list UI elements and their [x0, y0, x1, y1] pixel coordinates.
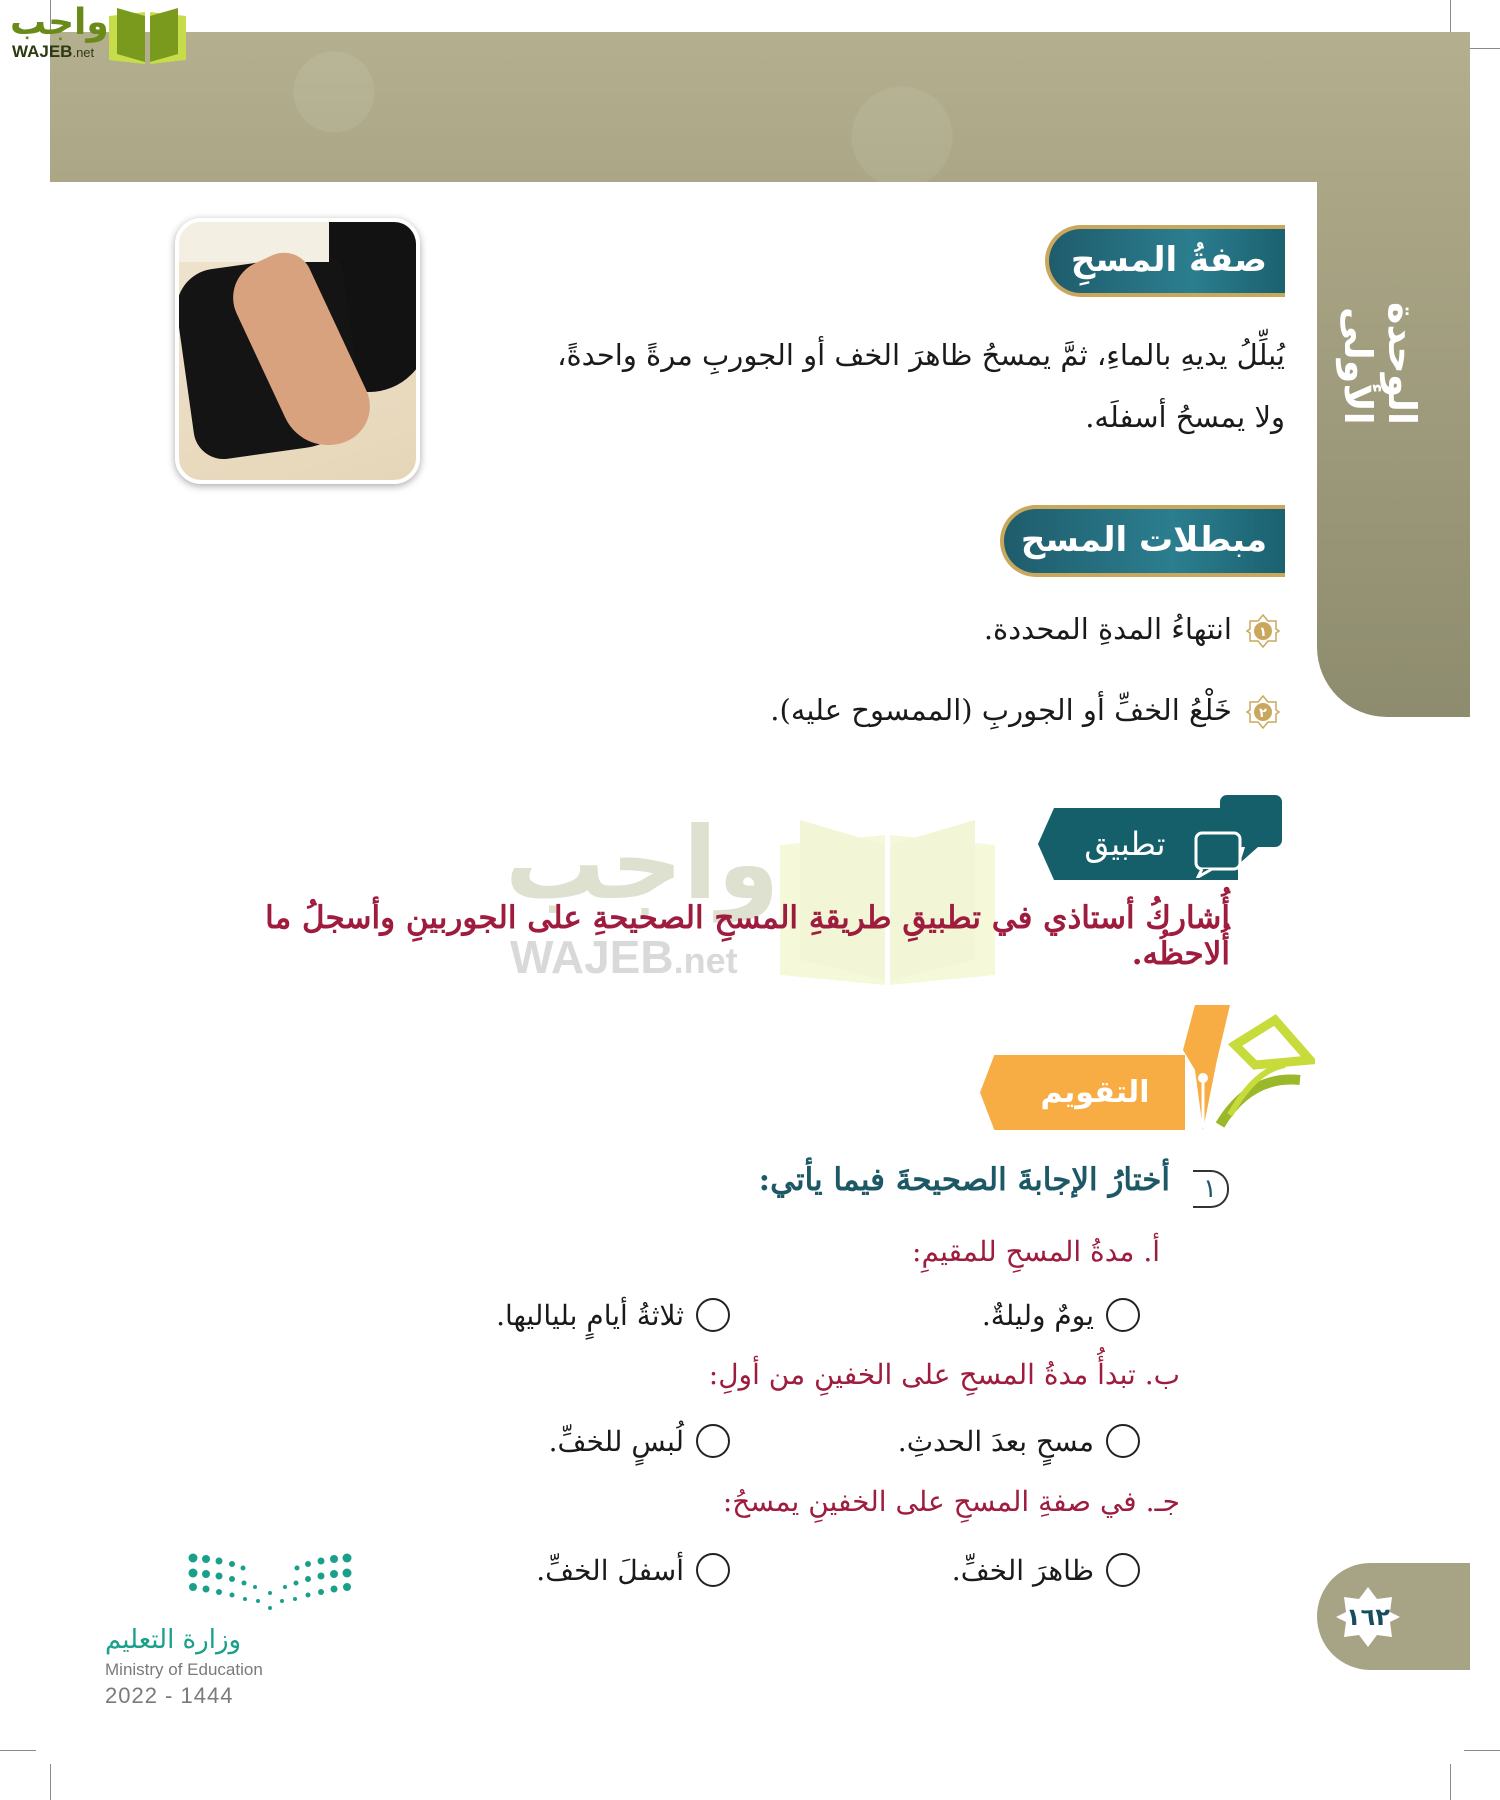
option-b2[interactable]	[500, 1424, 730, 1458]
list-item	[700, 612, 1280, 652]
option-a1[interactable]	[870, 1298, 1140, 1332]
photo-wiping-sock	[175, 218, 420, 484]
option-c1[interactable]	[900, 1553, 1140, 1587]
option-label: لُبسٍ للخفِّ.	[548, 1424, 684, 1458]
logo-suffix: .net	[72, 45, 95, 60]
question-title: أختارُ الإجابةَ الصحيحةَ فيما يأتي:	[758, 1162, 1170, 1198]
watermark-suffix: .net	[673, 940, 738, 981]
option-b1[interactable]	[840, 1424, 1140, 1458]
star-bullet-icon	[1246, 614, 1280, 648]
radio-button[interactable]	[696, 1553, 730, 1587]
option-label: يومٌ وليلةٌ.	[981, 1298, 1094, 1332]
application-label: تطبيق	[1084, 825, 1166, 863]
list-item-text: خَلْعُ الخفِّ أو الجوربِ (الممسوح عليه).	[770, 693, 1232, 727]
photo-sleeve	[179, 222, 329, 262]
star-bullet-icon	[1246, 695, 1280, 729]
option-label: أسفلَ الخفِّ.	[536, 1553, 684, 1587]
wajeb-logo	[0, 0, 190, 70]
crop-mark	[50, 1764, 51, 1800]
radio-button[interactable]	[1106, 1298, 1140, 1332]
radio-button[interactable]	[1106, 1553, 1140, 1587]
page-number: ١٦٢	[1346, 1603, 1390, 1631]
heading-text: صفةُ المسحِ	[1070, 240, 1267, 280]
sub-question-a: أ. مدةُ المسحِ للمقيمِ:	[912, 1235, 1160, 1268]
heading-invalidators	[1000, 505, 1285, 577]
radio-button[interactable]	[696, 1298, 730, 1332]
radio-button[interactable]	[1106, 1424, 1140, 1458]
speech-bubbles-icon	[1190, 793, 1285, 878]
heading-masah-method	[1045, 225, 1285, 297]
svg-text:١: ١	[1259, 625, 1267, 640]
option-label: ثلاثةُ أيامٍ بلياليها.	[496, 1298, 684, 1332]
method-line-2: ولا يمسحُ أسفلَه.	[1085, 400, 1285, 434]
sub-question-c: جـ. في صفةِ المسحِ على الخفينِ يمسحُ:	[722, 1485, 1180, 1518]
pen-icon	[1155, 1000, 1315, 1135]
svg-text:٢: ٢	[1259, 706, 1267, 721]
evaluation-label: التقويم	[1040, 1075, 1150, 1110]
option-label: مسحٍ بعدَ الحدثِ.	[897, 1424, 1094, 1458]
question-number: ١	[1193, 1170, 1229, 1208]
option-a2[interactable]	[420, 1298, 730, 1332]
application-text: أُشاركُ أستاذي في تطبيقِ طريقةِ المسحِ الصحيحةِ على الجوربينِ وأسجلُ ما أُلاحظُه.	[265, 900, 1230, 972]
watermark-text-arabic: واجب	[505, 805, 780, 922]
list-item	[700, 693, 1280, 733]
unit-title: الوحدة الأولى	[1336, 302, 1424, 425]
book-icon	[105, 4, 190, 64]
heading-text: مبطلات المسح	[1020, 520, 1267, 560]
crop-mark	[0, 1750, 36, 1751]
radio-button[interactable]	[696, 1424, 730, 1458]
option-c2[interactable]	[500, 1553, 730, 1587]
ministry-name-arabic: وزارة التعليم	[105, 1625, 242, 1655]
logo-text-arabic: واجب	[10, 2, 109, 43]
logo-text-english	[12, 42, 94, 62]
option-label: ظاهرَ الخفِّ.	[951, 1553, 1094, 1587]
watermark-brand: WAJEB	[510, 931, 674, 983]
logo-brand: WAJEB	[12, 42, 73, 61]
ministry-logo-icon	[185, 1553, 355, 1613]
edition-year: 2022 - 1444	[105, 1683, 234, 1708]
method-line-1: يُبلِّلُ يديهِ بالماءِ، ثمَّ يمسحُ ظاهرَ الخف أو الجوربِ مرةً واحدةً،	[557, 338, 1285, 372]
crop-mark	[1450, 1764, 1451, 1800]
sub-question-b: ب. تبدأُ مدةُ المسحِ على الخفينِ من أولِ:	[708, 1358, 1180, 1391]
crop-mark	[1464, 1750, 1500, 1751]
list-item-text: انتهاءُ المدةِ المحددة.	[983, 612, 1232, 646]
header-band	[50, 32, 1470, 182]
ministry-name-english: Ministry of Education	[105, 1660, 263, 1679]
